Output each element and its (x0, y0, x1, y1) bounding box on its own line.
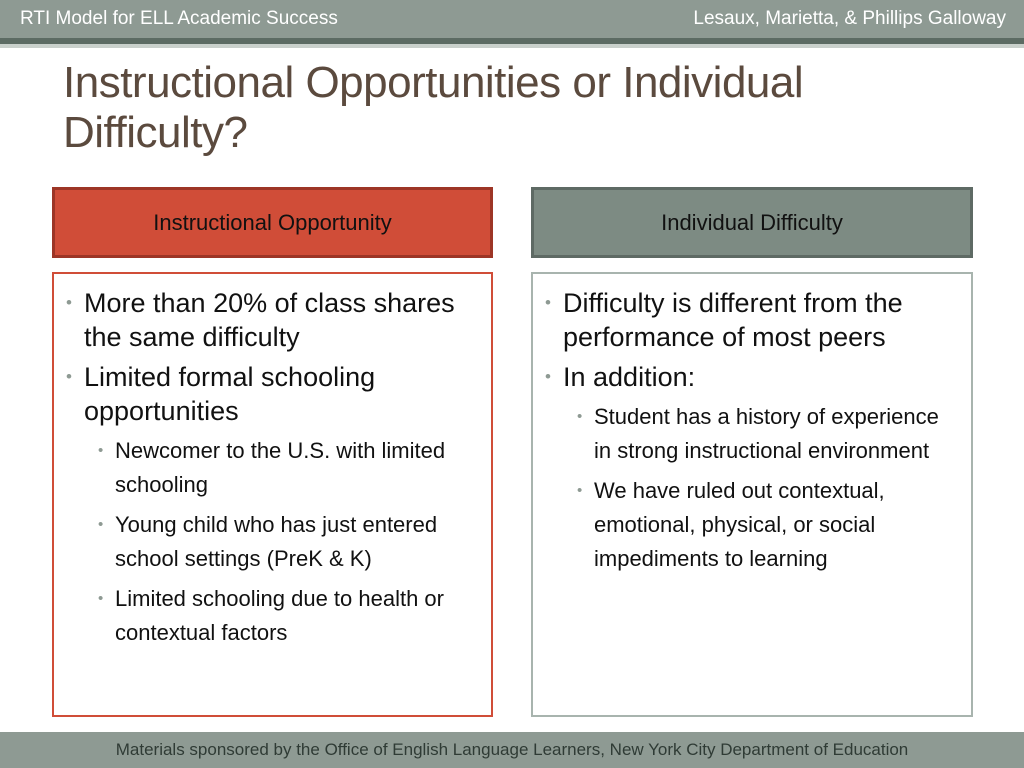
column-heading-instructional-opportunity: Instructional Opportunity (52, 187, 493, 258)
column-heading-individual-difficulty: Individual Difficulty (531, 187, 973, 258)
bullet-item (64, 360, 479, 650)
bullet-list (64, 286, 479, 650)
sub-bullet-item (84, 508, 479, 576)
bullet-item (543, 360, 959, 576)
sub-bullet-text: Young child who has just entered school settings (PreK & K) (115, 512, 438, 571)
column-content-individual-difficulty (531, 272, 973, 717)
sub-bullet-item (563, 400, 959, 468)
column-content-instructional-opportunity (52, 272, 493, 717)
bullet-text: More than 20% of class shares the same difficulty (84, 288, 455, 352)
sub-bullet-list (84, 434, 479, 650)
slide-footer: Materials sponsored by the Office of English Language Learners, New York City Department of Education (0, 732, 1024, 768)
sub-bullet-text: Newcomer to the U.S. with limited schooling (115, 438, 446, 497)
slide-header-bar (0, 0, 1024, 38)
header-right-text: Lesaux, Marietta, & Phillips Galloway (693, 8, 1006, 29)
sub-bullet-item (563, 474, 959, 576)
bullet-item (64, 286, 479, 354)
sub-bullet-item (84, 582, 479, 650)
bullet-list (543, 286, 959, 576)
bullet-item (543, 286, 959, 354)
bullet-text: Difficulty is different from the performance of most peers (563, 288, 903, 352)
sub-bullet-text: Student has a history of experience in strong instructional environment (594, 404, 939, 463)
header-divider-light (0, 44, 1024, 48)
header-left-text: RTI Model for ELL Academic Success (20, 8, 338, 29)
sub-bullet-text: Limited schooling due to health or contextual factors (115, 586, 444, 645)
bullet-text: In addition: (563, 362, 696, 392)
sub-bullet-item (84, 434, 479, 502)
bullet-text: Limited formal schooling opportunities (84, 362, 376, 426)
slide-title: Instructional Opportunities or Individual Difficulty? (63, 58, 804, 157)
sub-bullet-text: We have ruled out contextual, emotional, physical, or social impediments to learning (594, 478, 885, 571)
sub-bullet-list (563, 400, 959, 576)
